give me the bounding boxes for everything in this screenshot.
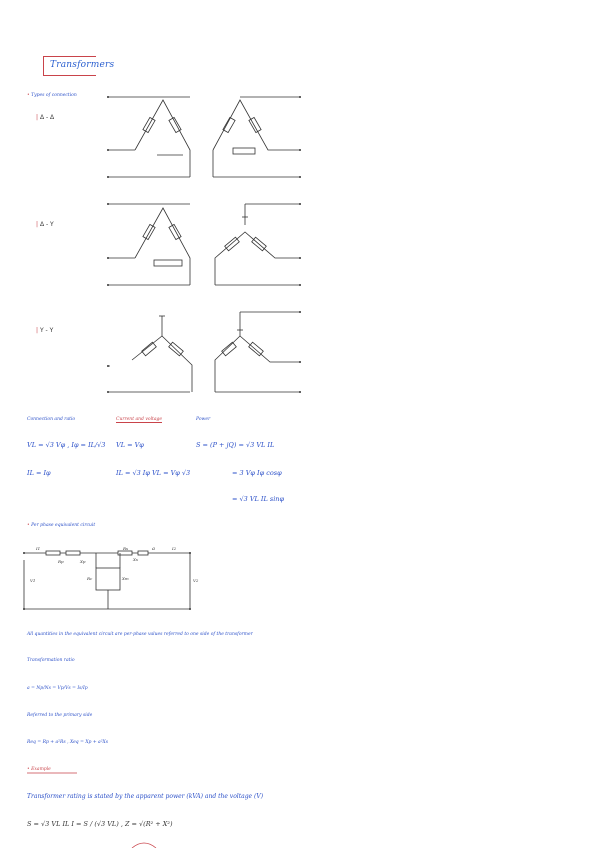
label-v2: V2 <box>193 578 199 583</box>
example-equation: S = √3 VL IL I = S / (√3 VL) , Z = √(R² + X²) <box>27 820 173 828</box>
label-xm: Xm <box>122 576 129 581</box>
connection-label-delta-wye: | Δ - Y <box>36 221 54 228</box>
connection-label-delta-delta: | Δ - Δ <box>36 114 55 121</box>
label-i1: I1 <box>36 546 41 551</box>
label-i2: I2 <box>172 546 177 551</box>
connection-label-wye-wye: | Y - Y <box>36 327 54 334</box>
referred-equation: Req = Rp + a²Rs , Xeq = Xp + a²Xs <box>27 740 109 745</box>
page-title: Transformers <box>50 60 115 70</box>
eq-r1c2: VL = Vφ <box>116 441 144 449</box>
label-r1: Rp <box>58 559 64 564</box>
label-v1: V1 <box>30 578 36 583</box>
label-rc: Rc <box>87 576 93 581</box>
types-label: • Types of connection <box>27 93 77 98</box>
eq-r2c3: = 3 Vφ Iφ cosφ <box>232 469 282 477</box>
referred-label: Referred to the primary side <box>27 713 93 718</box>
example-text: Transformer rating is stated by the apparent power (kVA) and the voltage (V) <box>27 793 264 800</box>
ratio-label: Transformation ratio <box>27 658 75 663</box>
label-r2: Rs <box>123 546 129 551</box>
circuit-note: All quantities in the equivalent circuit are per-phase values referred to one side of the transformer <box>27 632 253 637</box>
conditions-col3-label: Power <box>196 417 211 422</box>
label-x1: Xp <box>80 559 86 564</box>
label-a: a <box>152 546 155 552</box>
conditions-col1-label: Connection and ratio <box>27 417 76 422</box>
conditions-col2-label: Current and voltage <box>116 417 163 422</box>
example-label: • Example <box>27 767 51 772</box>
equiv-circuit-label: • Per phase equivalent circuit <box>27 523 96 528</box>
label-x2: Xs <box>133 557 138 562</box>
eq-r1c3: S = (P + jQ) = √3 VL IL <box>196 441 275 449</box>
eq-r2c1: IL = Iφ <box>27 469 51 477</box>
eq-r2c2: IL = √3 Iφ VL = Vφ √3 <box>116 469 191 477</box>
eq-r3c3: = √3 VL IL sinφ <box>232 495 285 503</box>
ratio-equation: a = Np/Ns = Vp/Vs = Is/Ip <box>27 686 88 691</box>
eq-r1c1: VL = √3 Vφ , Iφ = IL/√3 <box>27 441 106 449</box>
